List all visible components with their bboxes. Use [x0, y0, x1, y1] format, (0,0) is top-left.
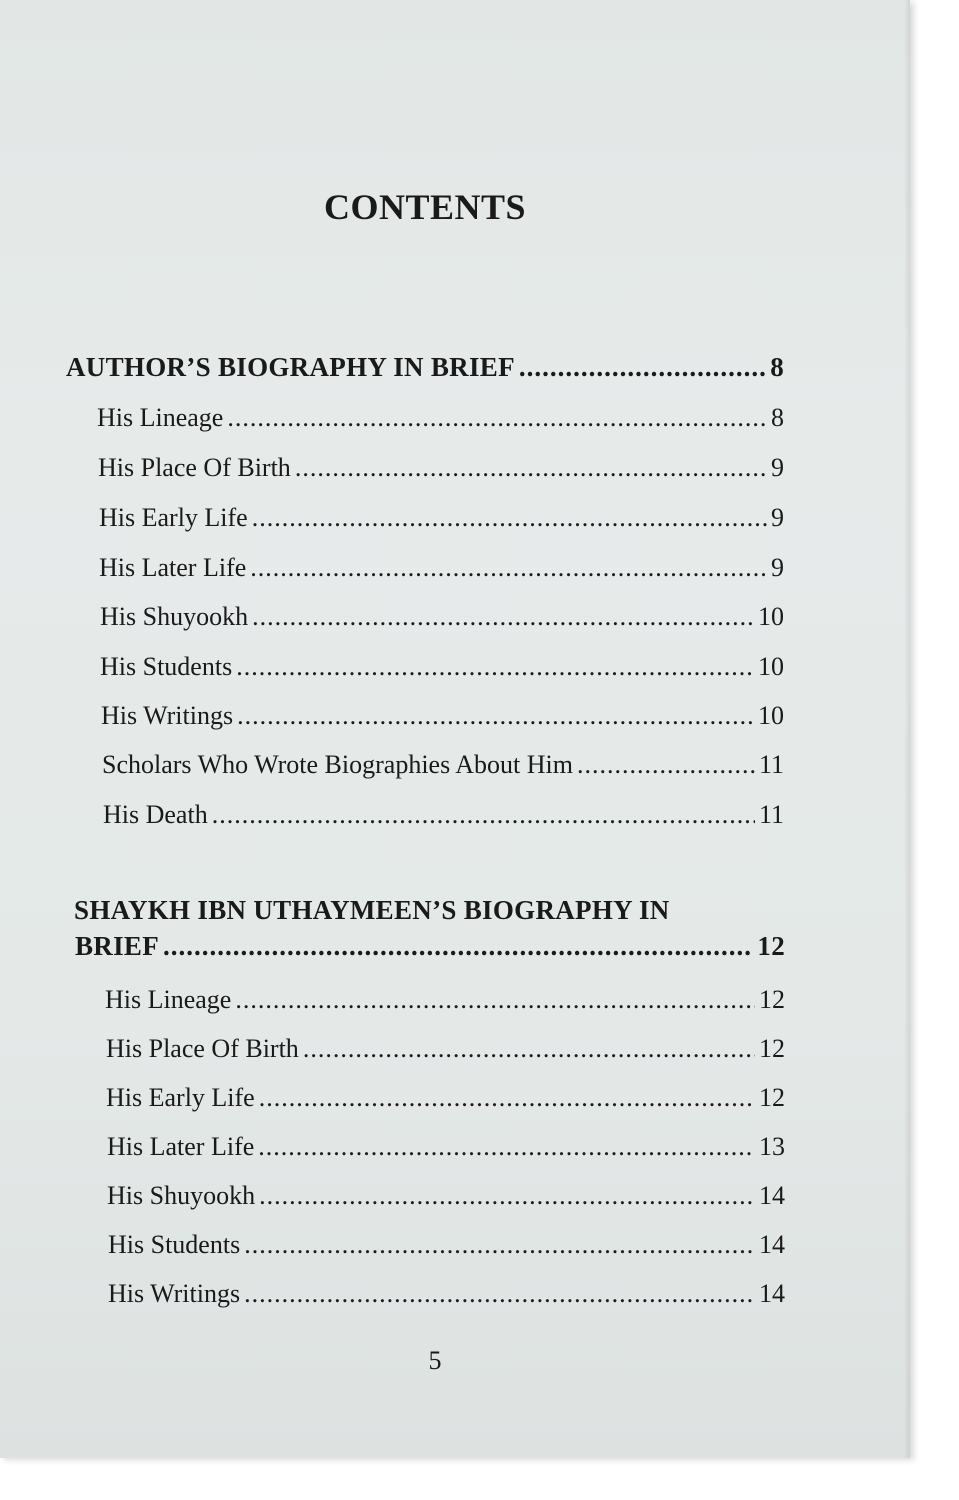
page-number: 5 [428, 1346, 442, 1375]
toc-entry-label: His Place Of Birth [98, 453, 291, 482]
toc-entry-label: His Later Life [99, 553, 247, 582]
toc-page-number: 12 [759, 985, 785, 1014]
toc-page-number: 9 [771, 503, 784, 532]
toc-page-number: 9 [771, 553, 784, 582]
page-title: CONTENTS [323, 187, 527, 227]
toc-entry[interactable] [97, 403, 784, 433]
toc-page-number: 8 [771, 403, 784, 432]
toc-entry[interactable] [100, 652, 784, 682]
page-edge-shadow [904, 0, 910, 1458]
toc-entry-label: His Lineage [97, 403, 224, 432]
toc-entry[interactable] [98, 453, 784, 483]
toc-entry-label: His Shuyookh [107, 1181, 256, 1210]
toc-section-heading-continued[interactable] [75, 931, 785, 962]
toc-entry-label: His Writings [101, 701, 234, 730]
dot-leader [577, 750, 755, 780]
toc-entry-label: His Death [103, 800, 208, 829]
toc-entry[interactable] [103, 800, 784, 830]
toc-entry-label: His Lineage [105, 985, 232, 1014]
toc-page-number: 12 [759, 1083, 785, 1112]
toc-entry[interactable] [100, 602, 784, 632]
toc-heading-label: AUTHOR’S BIOGRAPHY IN BRIEF [66, 352, 515, 382]
toc-entry-label: Scholars Who Wrote Biographies About Him [102, 750, 573, 779]
dot-leader [252, 503, 767, 533]
toc-entry-label: His Students [100, 652, 233, 681]
toc-entry[interactable] [108, 1279, 785, 1309]
toc-page-number: 10 [758, 602, 784, 631]
toc-page-number: 9 [771, 453, 784, 482]
dot-leader [244, 1230, 755, 1260]
dot-leader [303, 1034, 755, 1064]
toc-entry[interactable] [106, 1083, 785, 1113]
toc-page-number: 10 [758, 701, 784, 730]
dot-leader [259, 1083, 755, 1113]
toc-page-number: 12 [759, 1034, 785, 1063]
toc-entry[interactable] [108, 1230, 785, 1260]
toc-entry[interactable] [99, 503, 784, 533]
dot-leader [250, 553, 767, 583]
toc-heading-label: BRIEF [75, 931, 160, 961]
toc-page-number: 11 [758, 750, 784, 779]
dot-leader [237, 701, 754, 731]
toc-entry-label: His Writings [108, 1279, 241, 1308]
toc-entry-label: His Students [108, 1230, 241, 1259]
toc-page-number: 8 [770, 352, 784, 382]
toc-entry[interactable] [107, 1181, 785, 1211]
toc-page-number: 10 [758, 652, 784, 681]
toc-page-number: 14 [759, 1181, 785, 1210]
toc-entry-label: His Place Of Birth [106, 1034, 299, 1063]
toc-entry-label: His Later Life [107, 1132, 255, 1161]
dot-leader [236, 652, 754, 682]
toc-entry[interactable] [99, 553, 784, 583]
toc-entry[interactable] [105, 985, 785, 1015]
toc-entry[interactable] [107, 1132, 785, 1162]
dot-leader [519, 352, 766, 383]
dot-leader [227, 403, 767, 433]
toc-entry-label: His Early Life [99, 503, 248, 532]
dot-leader [258, 1132, 755, 1162]
dot-leader [295, 453, 767, 483]
toc-page-number: 14 [759, 1230, 785, 1259]
toc-page-number: 14 [759, 1279, 785, 1308]
dot-leader [252, 602, 754, 632]
toc-section-heading[interactable]: SHAYKH IBN UTHAYMEEN’S BIOGRAPHY IN [74, 895, 670, 925]
dot-leader [235, 985, 755, 1015]
toc-entry[interactable] [106, 1034, 785, 1064]
toc-entry[interactable] [102, 750, 784, 780]
toc-page-number: 13 [759, 1132, 785, 1161]
toc-entry-label: His Shuyookh [100, 602, 249, 631]
dot-leader [244, 1279, 755, 1309]
toc-entry[interactable] [101, 701, 784, 731]
dot-leader [212, 800, 755, 830]
toc-page-number: 11 [758, 800, 784, 829]
toc-section-heading[interactable] [66, 352, 784, 383]
toc-page-number: 12 [757, 931, 785, 961]
dot-leader [259, 1181, 755, 1211]
dot-leader [163, 931, 753, 962]
toc-entry-label: His Early Life [106, 1083, 255, 1112]
